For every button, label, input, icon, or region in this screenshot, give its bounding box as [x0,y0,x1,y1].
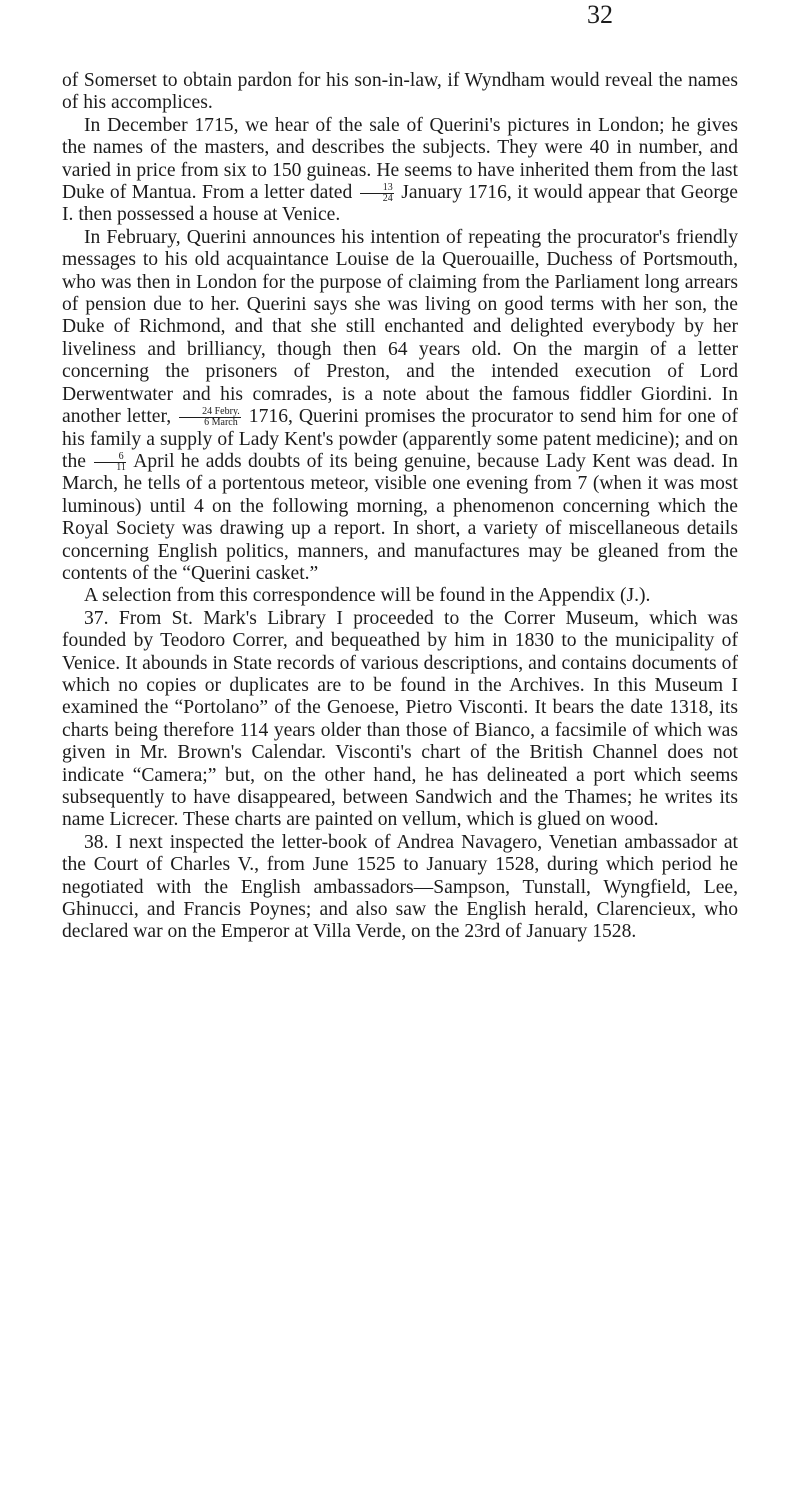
fraction-numerator: 24 Febry. [179,407,241,418]
text-run: 37. From St. Mark's Library I proceeded to the Correr Museum, which was founded by Teodoro Correr, and bequeathed by him in 1830 to the municipality of Venice. It abounds in State records of various descriptions, and contains documents of which no copies or duplicates are to be found in the Archives. In this Museum I examined the “Portolano” of the Genoese, Pietro Visconti. It bears the date 1318, its charts being therefore 114 years older than those of Bianco, a facsimile of which was given in Mr. Brown's Calendar. Visconti's chart of the British Channel does not indicate “Camera;” but, on the other hand, he has delineated a port which seems subsequently to have disappeared, between Sandwich and the Thames; he writes its name Licrecer. These charts are painted on vellum, which is glued on wood. [62,607,738,831]
paragraph-section-38 [62,832,738,944]
page-number: 32 [587,0,613,29]
fraction-denominator: 11 [116,461,126,473]
text-run: In December 1715, we hear of the sale of Querini's pictures in London; he gives the names of the masters, and describes the subjects. They were 40 in number, and varied in price from six to 150 guineas. He seems to have inherited them from the last Duke of Mantua. From a letter dated [62,114,738,204]
text-run: A selection from this correspondence will be found in the Appendix (J.). [84,585,651,607]
fraction-denominator: 6 March [204,417,238,429]
fraction-numerator: 13 [360,183,394,194]
paragraph-duchess-portsmouth [62,227,738,586]
text-run: April he adds doubts of its being genuine, because Lady Kent was dead. In March, he tells of a portentous meteor, visible one evening from 7 (when it was most luminous) until 4 on the following morning, a phenomenon concerning which the Royal Society was drawing up a report. In short, a variety of miscellaneous details concerning English politics, manners, and manufactures may be gleaned from the contents of the “Querini casket.” [62,450,738,584]
text-run: In February, Querini announces his intention of repeating the procurator's friendly messages to his old acquaintance Louise de la Querouaille, Duchess of Portsmouth, who was then in London for the purpose of claiming from the Parliament long arrears of pension due to her. Querini says she was living on good terms with her son, the Duke of Richmond, and that she still enchanted and delighted everybody by her liveliness and brilliancy, though then 64 years old. On the margin of a letter concerning the prisoners of Preston, and the intended execution of Lord Derwentwater and his comrades, is a note about the famous fiddler Giordini. In another letter, [62,226,738,428]
text-run: January 1716, it would appear that George I. then possessed a house at Venice. [62,182,738,226]
paragraph-continuation [62,70,738,115]
text-run: 1716, Querini promises the procurator to send him for one of his family a supply of Lady Kent's powder (apparently some patent medicine); and on the [62,406,739,472]
date-fraction [179,407,241,428]
date-fraction [94,452,126,473]
text-run: of Somerset to obtain pardon for his son-in-law, if Wyndham would reveal the names of his accomplices. [62,70,738,114]
date-fraction [360,183,394,204]
fraction-numerator: 6 [94,452,126,463]
text-run: 38. I next inspected the letter-book of Andrea Navagero, Venetian ambassador at the Court of Charles V., from June 1525 to January 1528, during which period he negotiated with the English ambassadors—Sampson, Tunstall, Wyngfield, Lee, Ghinucci, and Francis Poynes; and also saw the English herald, Clarencieux, who declared war on the Emperor at Villa Verde, on the 23rd of January 1528. [62,831,738,943]
body-text [62,70,738,944]
paragraph-querini-pictures [62,115,738,227]
paragraph-appendix-note [62,585,738,607]
paragraph-section-37 [62,608,738,832]
fraction-denominator: 24 [382,193,393,205]
